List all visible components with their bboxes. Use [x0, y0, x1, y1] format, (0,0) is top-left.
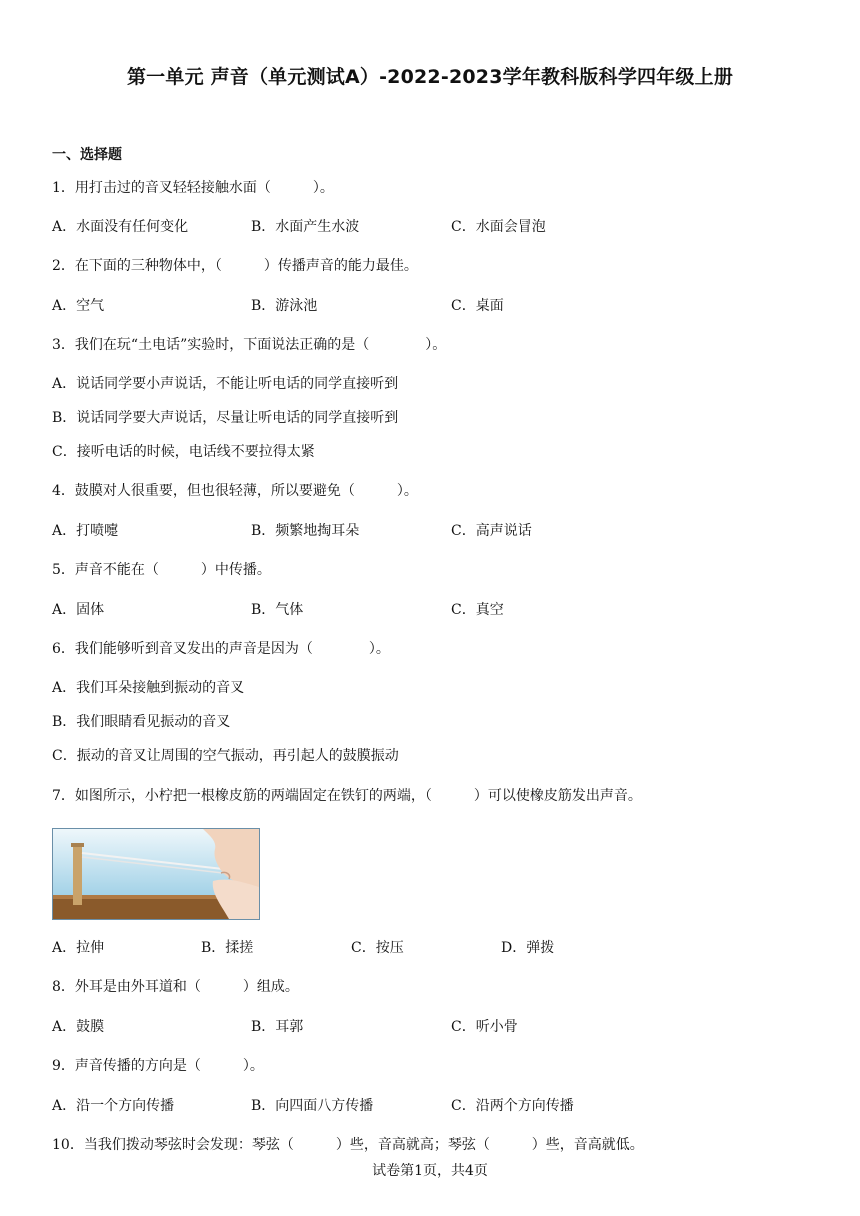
question-8-option-b: B．耳郭 [251, 1019, 304, 1035]
question-2-option-a: A．空气 [52, 298, 105, 314]
question-8-option-c: C．听小骨 [451, 1019, 518, 1035]
question-7-option-d: D．弹拨 [501, 940, 555, 956]
question-5-stem: 5．声音不能在（ ）中传播。 [52, 562, 271, 578]
question-7-option-b: B．揉搓 [201, 940, 254, 956]
question-6-option-c: C．振动的音叉让周围的空气振动，再引起人的鼓膜振动 [52, 748, 399, 764]
question-3-stem: 3．我们在玩“土电话”实验时，下面说法正确的是（ ）。 [52, 337, 447, 353]
question-9-option-a: A．沿一个方向传播 [52, 1098, 175, 1114]
question-6-option-a: A．我们耳朵接触到振动的音叉 [52, 680, 245, 696]
question-1-option-a: A．水面没有任何变化 [52, 219, 189, 235]
question-4-option-b: B．频繁地掏耳朵 [251, 523, 360, 539]
question-4-stem: 4．鼓膜对人很重要，但也很轻薄，所以要避免（ ）。 [52, 483, 418, 499]
question-7-stem: 7．如图所示，小柠把一根橡皮筋的两端固定在铁钉的两端，（ ）可以使橡皮筋发出声音。 [52, 788, 642, 804]
question-2-option-c: C．桌面 [451, 298, 504, 314]
question-3-option-a: A．说话同学要小声说话，不能让听电话的同学直接听到 [52, 376, 399, 392]
question-9-stem: 9．声音传播的方向是（ ）。 [52, 1058, 264, 1074]
question-2-stem: 2．在下面的三种物体中，（ ）传播声音的能力最佳。 [52, 258, 418, 274]
question-1-option-c: C．水面会冒泡 [451, 219, 546, 235]
question-5-option-c: C．真空 [451, 602, 504, 618]
question-7-option-a: A．拉伸 [52, 940, 105, 956]
question-3-option-c: C．接听电话的时候，电话线不要拉得太紧 [52, 444, 315, 460]
question-1-stem: 1．用打击过的音叉轻轻接触水面（ ）。 [52, 180, 334, 196]
question-5-option-b: B．气体 [251, 602, 304, 618]
question-8-stem: 8．外耳是由外耳道和（ ）组成。 [52, 979, 299, 995]
question-2-option-b: B．游泳池 [251, 298, 318, 314]
page-footer: 试卷第1页，共4页 [372, 1163, 488, 1179]
question-10-stem: 10．当我们拨动琴弦时会发现：琴弦（ ）些，音高就高；琴弦（ ）些，音高就低。 [52, 1137, 644, 1153]
question-5-option-a: A．固体 [52, 602, 105, 618]
question-6-option-b: B．我们眼睛看见振动的音叉 [52, 714, 231, 730]
page-title: 第一单元 声音（单元测试A）-2022-2023学年教科版科学四年级上册 [126, 66, 734, 88]
question-4-option-c: C．高声说话 [451, 523, 532, 539]
question-9-option-b: B．向四面八方传播 [251, 1098, 374, 1114]
section-heading: 一、选择题 [52, 147, 122, 163]
question-3-option-b: B．说话同学要大声说话，尽量让听电话的同学直接听到 [52, 410, 399, 426]
rubber-band-nail-photo [52, 828, 260, 920]
question-8-option-a: A．鼓膜 [52, 1019, 105, 1035]
question-9-option-c: C．沿两个方向传播 [451, 1098, 574, 1114]
question-7-option-c: C．按压 [351, 940, 404, 956]
question-6-stem: 6．我们能够听到音叉发出的声音是因为（ ）。 [52, 641, 390, 657]
question-4-option-a: A．打喷嚏 [52, 523, 119, 539]
question-1-option-b: B．水面产生水波 [251, 219, 360, 235]
